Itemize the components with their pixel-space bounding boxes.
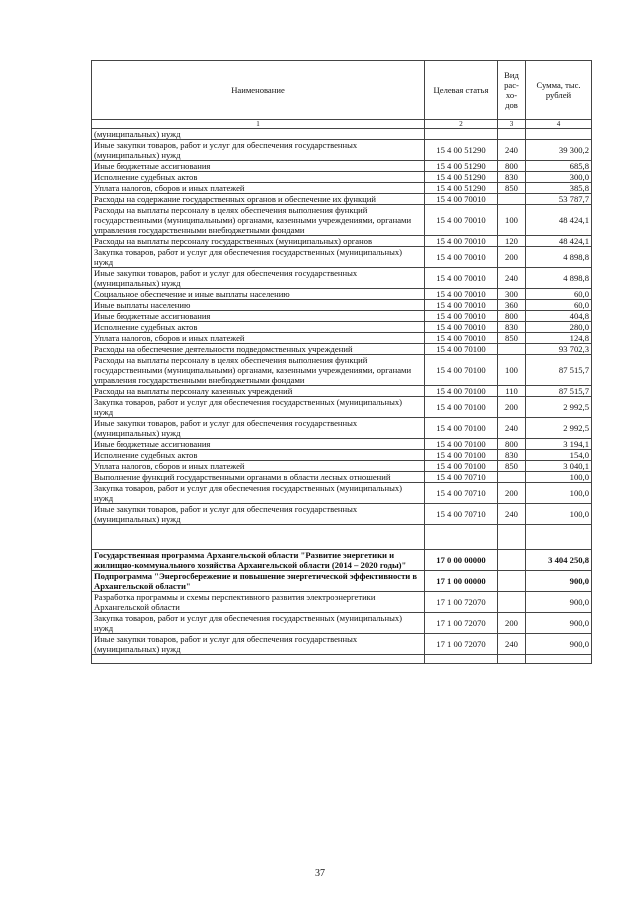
row-sum: 60,0	[526, 289, 592, 300]
table-row	[92, 172, 592, 183]
row-sum: 48 424,1	[526, 236, 592, 247]
header-sum: Сумма, тыс. рублей	[526, 61, 592, 120]
header-kind	[498, 61, 526, 120]
column-number-row	[92, 120, 592, 129]
row-name: Закупка товаров, работ и услуг для обеспечения государственных (муниципальных) нужд	[92, 613, 425, 634]
row-kind: 110	[498, 386, 526, 397]
empty-cell	[498, 655, 526, 664]
row-code: 15 4 00 70100	[425, 439, 498, 450]
table-row	[92, 344, 592, 355]
table-row	[92, 483, 592, 504]
row-code: 15 4 00 70010	[425, 247, 498, 268]
row-kind	[498, 571, 526, 592]
row-code: 15 4 00 51290	[425, 140, 498, 161]
row-kind: 200	[498, 483, 526, 504]
table-body	[92, 129, 592, 664]
row-code: 15 4 00 70100	[425, 344, 498, 355]
table-row	[92, 129, 592, 140]
row-name: Подпрограмма "Энергосбережение и повышение энергетической эффективности в Архангельской области"	[92, 571, 425, 592]
row-kind	[498, 472, 526, 483]
row-sum: 404,8	[526, 311, 592, 322]
row-name: Иные закупки товаров, работ и услуг для обеспечения государственных (муниципальных) нужд	[92, 634, 425, 655]
row-code: 15 4 00 70100	[425, 418, 498, 439]
table-header-row	[92, 61, 592, 120]
row-name: Иные бюджетные ассигнования	[92, 439, 425, 450]
row-sum: 48 424,1	[526, 205, 592, 236]
row-kind: 200	[498, 247, 526, 268]
table-row	[92, 161, 592, 172]
table-row	[92, 613, 592, 634]
header-kind-line: хо-	[505, 90, 518, 100]
row-code: 15 4 00 70710	[425, 472, 498, 483]
row-code: 15 4 00 70010	[425, 322, 498, 333]
row-name: Исполнение судебных актов	[92, 450, 425, 461]
empty-cell	[425, 655, 498, 664]
row-name: Исполнение судебных актов	[92, 172, 425, 183]
table-row	[92, 386, 592, 397]
row-kind: 100	[498, 355, 526, 386]
row-kind	[498, 592, 526, 613]
row-code: 15 4 00 70010	[425, 300, 498, 311]
row-sum: 2 992,5	[526, 397, 592, 418]
table-row	[92, 439, 592, 450]
row-kind: 240	[498, 634, 526, 655]
row-sum: 300,0	[526, 172, 592, 183]
row-name: Разработка программы и схемы перспективного развития электроэнергетики Архангельской области	[92, 592, 425, 613]
row-sum: 3 194,1	[526, 439, 592, 450]
row-name: Государственная программа Архангельской области "Развитие энергетики и жилищно-коммунального хозяйства Архангельской области (2014 – 2020 годы)"	[92, 550, 425, 571]
page-number: 37	[315, 868, 325, 879]
row-kind: 850	[498, 333, 526, 344]
row-sum: 60,0	[526, 300, 592, 311]
row-code: 15 4 00 70010	[425, 205, 498, 236]
row-name: Закупка товаров, работ и услуг для обеспечения государственных (муниципальных) нужд	[92, 483, 425, 504]
row-code: 15 4 00 70100	[425, 450, 498, 461]
table-row	[92, 322, 592, 333]
row-name: Иные закупки товаров, работ и услуг для обеспечения государственных (муниципальных) нужд	[92, 268, 425, 289]
row-name: Иные закупки товаров, работ и услуг для обеспечения государственных (муниципальных) нужд	[92, 418, 425, 439]
row-code: 17 1 00 00000	[425, 571, 498, 592]
header-kind-line: Вид	[504, 70, 519, 80]
row-kind: 360	[498, 300, 526, 311]
table-row	[92, 472, 592, 483]
table-row	[92, 311, 592, 322]
header-code: Целевая статья	[425, 61, 498, 120]
row-code: 15 4 00 51290	[425, 161, 498, 172]
column-number: 1	[92, 120, 425, 129]
row-kind	[498, 550, 526, 571]
row-code: 15 4 00 70010	[425, 311, 498, 322]
row-name: Выполнение функций государственными органами в области лесных отношений	[92, 472, 425, 483]
row-kind: 850	[498, 461, 526, 472]
empty-cell	[92, 655, 425, 664]
row-code: 15 4 00 70100	[425, 397, 498, 418]
row-sum: 4 898,8	[526, 247, 592, 268]
row-code: 15 4 00 70710	[425, 504, 498, 525]
table-row	[92, 450, 592, 461]
row-name: Иные бюджетные ассигнования	[92, 311, 425, 322]
table-row	[92, 289, 592, 300]
table-row	[92, 397, 592, 418]
row-code: 17 1 00 72070	[425, 634, 498, 655]
row-name: Иные бюджетные ассигнования	[92, 161, 425, 172]
empty-cell	[526, 655, 592, 664]
row-code: 17 0 00 00000	[425, 550, 498, 571]
column-number: 2	[425, 120, 498, 129]
row-sum: 280,0	[526, 322, 592, 333]
row-sum: 3 404 250,8	[526, 550, 592, 571]
row-kind: 830	[498, 450, 526, 461]
row-name: Иные закупки товаров, работ и услуг для обеспечения государственных (муниципальных) нужд	[92, 140, 425, 161]
row-kind: 800	[498, 439, 526, 450]
header-kind-line: рас-	[504, 80, 519, 90]
row-sum: 53 787,7	[526, 194, 592, 205]
row-code: 15 4 00 51290	[425, 183, 498, 194]
row-name: Социальное обеспечение и иные выплаты населению	[92, 289, 425, 300]
row-sum: 385,8	[526, 183, 592, 194]
row-sum: 124,8	[526, 333, 592, 344]
row-name: Расходы на выплаты персоналу государственных (муниципальных) органов	[92, 236, 425, 247]
table-row	[92, 205, 592, 236]
row-kind: 240	[498, 504, 526, 525]
row-kind	[498, 525, 526, 550]
row-code	[425, 129, 498, 140]
row-kind: 240	[498, 418, 526, 439]
row-code: 15 4 00 70010	[425, 268, 498, 289]
table-row	[92, 571, 592, 592]
row-code: 15 4 00 70100	[425, 461, 498, 472]
table-row	[92, 268, 592, 289]
header-kind-line: дов	[505, 100, 518, 110]
row-name: Уплата налогов, сборов и иных платежей	[92, 333, 425, 344]
row-code: 15 4 00 70710	[425, 483, 498, 504]
budget-table	[91, 60, 592, 664]
row-sum: 100,0	[526, 483, 592, 504]
column-number: 4	[526, 120, 592, 129]
row-kind: 100	[498, 205, 526, 236]
row-name: Расходы на выплаты персоналу в целях обеспечения выполнения функций государственными (муниципальными) органами, казенными учреждениями, органами управления государственными внебюджетными фондами	[92, 205, 425, 236]
row-sum: 3 040,1	[526, 461, 592, 472]
row-code: 15 4 00 70010	[425, 289, 498, 300]
row-sum: 900,0	[526, 634, 592, 655]
table-row	[92, 355, 592, 386]
table-row	[92, 634, 592, 655]
row-kind: 850	[498, 183, 526, 194]
row-kind: 830	[498, 322, 526, 333]
row-kind	[498, 344, 526, 355]
table-row	[92, 236, 592, 247]
row-sum	[526, 525, 592, 550]
row-name: Закупка товаров, работ и услуг для обеспечения государственных (муниципальных) нужд	[92, 397, 425, 418]
row-sum: 39 300,2	[526, 140, 592, 161]
row-name: Расходы на содержание государственных органов и обеспечение их функций	[92, 194, 425, 205]
table-row	[92, 194, 592, 205]
row-sum: 685,8	[526, 161, 592, 172]
row-code: 15 4 00 70010	[425, 194, 498, 205]
table-row	[92, 300, 592, 311]
row-name: Уплата налогов, сборов и иных платежей	[92, 461, 425, 472]
row-kind: 300	[498, 289, 526, 300]
row-name: Иные выплаты населению	[92, 300, 425, 311]
row-sum: 154,0	[526, 450, 592, 461]
row-sum: 93 702,3	[526, 344, 592, 355]
row-code: 15 4 00 70100	[425, 386, 498, 397]
table-row	[92, 592, 592, 613]
table-row	[92, 550, 592, 571]
row-name: Иные закупки товаров, работ и услуг для обеспечения государственных (муниципальных) нужд	[92, 504, 425, 525]
header-name: Наименование	[92, 61, 425, 120]
row-kind: 240	[498, 140, 526, 161]
row-kind: 800	[498, 161, 526, 172]
row-code: 15 4 00 70100	[425, 355, 498, 386]
row-sum	[526, 129, 592, 140]
row-sum: 900,0	[526, 571, 592, 592]
row-code: 17 1 00 72070	[425, 613, 498, 634]
row-kind	[498, 129, 526, 140]
row-kind: 200	[498, 613, 526, 634]
row-code: 15 4 00 70010	[425, 333, 498, 344]
row-code: 15 4 00 51290	[425, 172, 498, 183]
row-name: Закупка товаров, работ и услуг для обеспечения государственных (муниципальных) нужд	[92, 247, 425, 268]
table-row	[92, 418, 592, 439]
row-name: Расходы на выплаты персоналу в целях обеспечения выполнения функций государственными (муниципальными) органами, казенными учреждениями, органами управления государственными внебюджетными фондами	[92, 355, 425, 386]
row-code	[425, 525, 498, 550]
row-code: 17 1 00 72070	[425, 592, 498, 613]
table-end-row	[92, 655, 592, 664]
table-row	[92, 247, 592, 268]
row-name: Уплата налогов, сборов и иных платежей	[92, 183, 425, 194]
table-row	[92, 504, 592, 525]
row-sum: 4 898,8	[526, 268, 592, 289]
row-code: 15 4 00 70010	[425, 236, 498, 247]
column-number: 3	[498, 120, 526, 129]
row-sum: 2 992,5	[526, 418, 592, 439]
row-sum: 87 515,7	[526, 386, 592, 397]
row-sum: 87 515,7	[526, 355, 592, 386]
row-name: Расходы на выплаты персоналу казенных учреждений	[92, 386, 425, 397]
row-kind: 240	[498, 268, 526, 289]
row-sum: 100,0	[526, 472, 592, 483]
table-row	[92, 333, 592, 344]
row-kind	[498, 194, 526, 205]
row-sum: 100,0	[526, 504, 592, 525]
row-name: (муниципальных) нужд	[92, 129, 425, 140]
row-kind: 200	[498, 397, 526, 418]
row-kind: 800	[498, 311, 526, 322]
row-kind: 830	[498, 172, 526, 183]
table-row	[92, 140, 592, 161]
table-row	[92, 525, 592, 550]
table-row	[92, 461, 592, 472]
table-row	[92, 183, 592, 194]
row-name	[92, 525, 425, 550]
row-kind: 120	[498, 236, 526, 247]
row-sum: 900,0	[526, 613, 592, 634]
row-name: Исполнение судебных актов	[92, 322, 425, 333]
row-sum: 900,0	[526, 592, 592, 613]
row-name: Расходы на обеспечение деятельности подведомственных учреждений	[92, 344, 425, 355]
